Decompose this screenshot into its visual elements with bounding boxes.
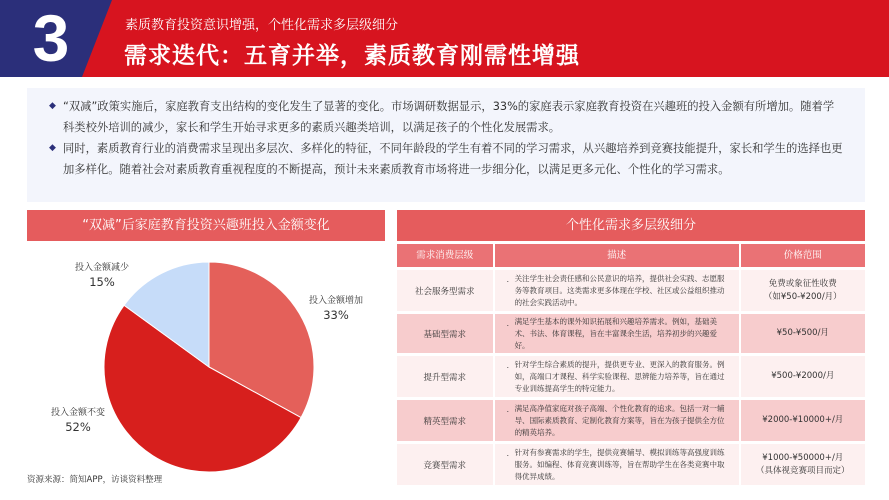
pie-label-value: 52%	[65, 420, 91, 434]
tier-level-cell: 精英型需求	[397, 400, 493, 441]
table-row	[397, 270, 865, 311]
table-header-row	[397, 244, 865, 267]
pie-label-value: 15%	[89, 275, 115, 289]
tier-price-cell	[741, 314, 865, 353]
bullet-dot-icon: ·	[506, 321, 509, 330]
tier-price-cell	[741, 270, 865, 311]
page-header	[0, 0, 889, 77]
intro-paragraph	[49, 138, 845, 180]
tier-level-cell: 基础型需求	[397, 314, 493, 353]
tier-price-line1: ¥1000-¥50000+/月	[762, 452, 844, 463]
tier-description-text: 针对学生综合素质的提升，提供更专业、更深入的教育服务。例如，高端口才课程、科学实验课程、思辨能力培养等，旨在通过专业训练提高学生的特定能力。	[514, 359, 725, 393]
intro-box	[27, 88, 865, 202]
tier-price-line2: （如¥50-¥200/月）	[763, 291, 842, 302]
pie-label-value: 33%	[323, 308, 349, 322]
tier-description-text: 针对有参赛需求的学生，提供竞赛辅导、模拟训练等高强度训练服务。如编程、体育竞赛训练等，旨在帮助学生在各类竞赛中取得优异成绩。	[514, 447, 725, 481]
table-row	[397, 400, 865, 441]
bullet-dot-icon: ·	[506, 277, 509, 286]
tier-price-line1: ¥500-¥2000/月	[771, 371, 835, 381]
intro-paragraph-text: “双减”政策实施后，家庭教育支出结构的变化发生了显著的变化。市场调研数据显示，33%的家庭表示家庭教育投资在兴趣班的投入金额有所增加。随着学科类校外培训的减少，家长和学生开始寻求更多的素质兴趣类培训，以满足孩子的个性化发展需求。	[63, 100, 835, 134]
diamond-bullet-icon: ◆	[49, 101, 56, 111]
pie-label-text: 投入金额减少	[75, 263, 130, 273]
table-body	[397, 270, 865, 485]
diamond-bullet-icon: ◆	[49, 143, 56, 153]
tier-price-cell	[741, 400, 865, 441]
tier-price-line1: 免费或象征性收费	[768, 278, 837, 289]
column-header-price: 价格范围	[741, 244, 865, 267]
pie-label-text: 投入金额不变	[51, 408, 106, 418]
pie-label-increase	[309, 295, 363, 323]
table-row	[397, 356, 865, 397]
intro-paragraph	[49, 96, 845, 138]
pie-label-unchanged	[51, 407, 105, 435]
tier-description-cell	[495, 356, 739, 397]
table-row	[397, 314, 865, 353]
tier-level-cell: 社会服务型需求	[397, 270, 493, 311]
tier-level-cell: 提升型需求	[397, 356, 493, 397]
pie-chart-title: “双减”后家庭教育投资兴趣班投入金额变化	[27, 210, 385, 241]
table-row	[397, 444, 865, 485]
tier-price-cell	[741, 444, 865, 485]
pie-label-decrease	[75, 262, 129, 290]
tier-price-line2: （具体视竞赛项目而定）	[756, 465, 850, 476]
bullet-dot-icon: ·	[506, 363, 509, 372]
pie-label-text: 投入金额增加	[309, 296, 364, 306]
column-header-description: 描述	[495, 244, 739, 267]
tier-description-text: 满足学生基本的课外知识拓展和兴趣培养需求。例如，基础美术、书法、体育课程，旨在丰富课余生活，培养初步的兴趣爱好。	[514, 316, 718, 350]
tier-price-line1: ¥50-¥500/月	[776, 328, 829, 338]
pie-chart-panel	[27, 210, 385, 480]
tier-level-cell: 竞赛型需求	[397, 444, 493, 485]
bullet-dot-icon: ·	[506, 407, 509, 416]
section-number: 3	[32, 1, 70, 75]
table-title: 个性化需求多层级细分	[397, 210, 865, 241]
column-header-level: 需求消费层级	[397, 244, 493, 267]
demand-tier-table-panel	[397, 210, 865, 485]
tier-price-cell	[741, 356, 865, 397]
tier-description-text: 满足高净值家庭对孩子高端、个性化教育的追求。包括一对一辅导、国际素质教育、定制化教育方案等，旨在为孩子提供全方位的精英培养。	[514, 403, 725, 437]
tier-description-cell	[495, 444, 739, 485]
data-source-note: 资源来源：简知APP，访谈资料整理	[27, 475, 163, 485]
tier-description-cell	[495, 314, 739, 353]
pie-chart	[27, 241, 385, 480]
page-title: 需求迭代：五育并举，素质教育刚需性增强	[124, 43, 580, 69]
tier-description-cell	[495, 270, 739, 311]
tier-price-line1: ¥2000-¥10000+/月	[762, 415, 844, 425]
tier-description-text: 关注学生社会责任感和公民意识的培养，提供社会实践、志愿服务等教育项目。这类需求更多体现在学校、社区或公益组织推动的社会实践活动中。	[514, 273, 725, 307]
intro-paragraph-text: 同时，素质教育行业的消费需求呈现出多层次、多样化的特征，不同年龄段的学生有着不同的学习需求，从兴趣培养到竞赛技能提升，家长和学生的选择也更加多样化。随着社会对素质教育重视程度的不断提高，预计未来素质教育市场将进一步细分化，以满足更多元化、个性化的学习需求。	[63, 142, 843, 176]
tier-description-cell	[495, 400, 739, 441]
bullet-dot-icon: ·	[506, 451, 509, 460]
page-subtitle: 素质教育投资意识增强，个性化需求多层级细分	[125, 18, 399, 33]
